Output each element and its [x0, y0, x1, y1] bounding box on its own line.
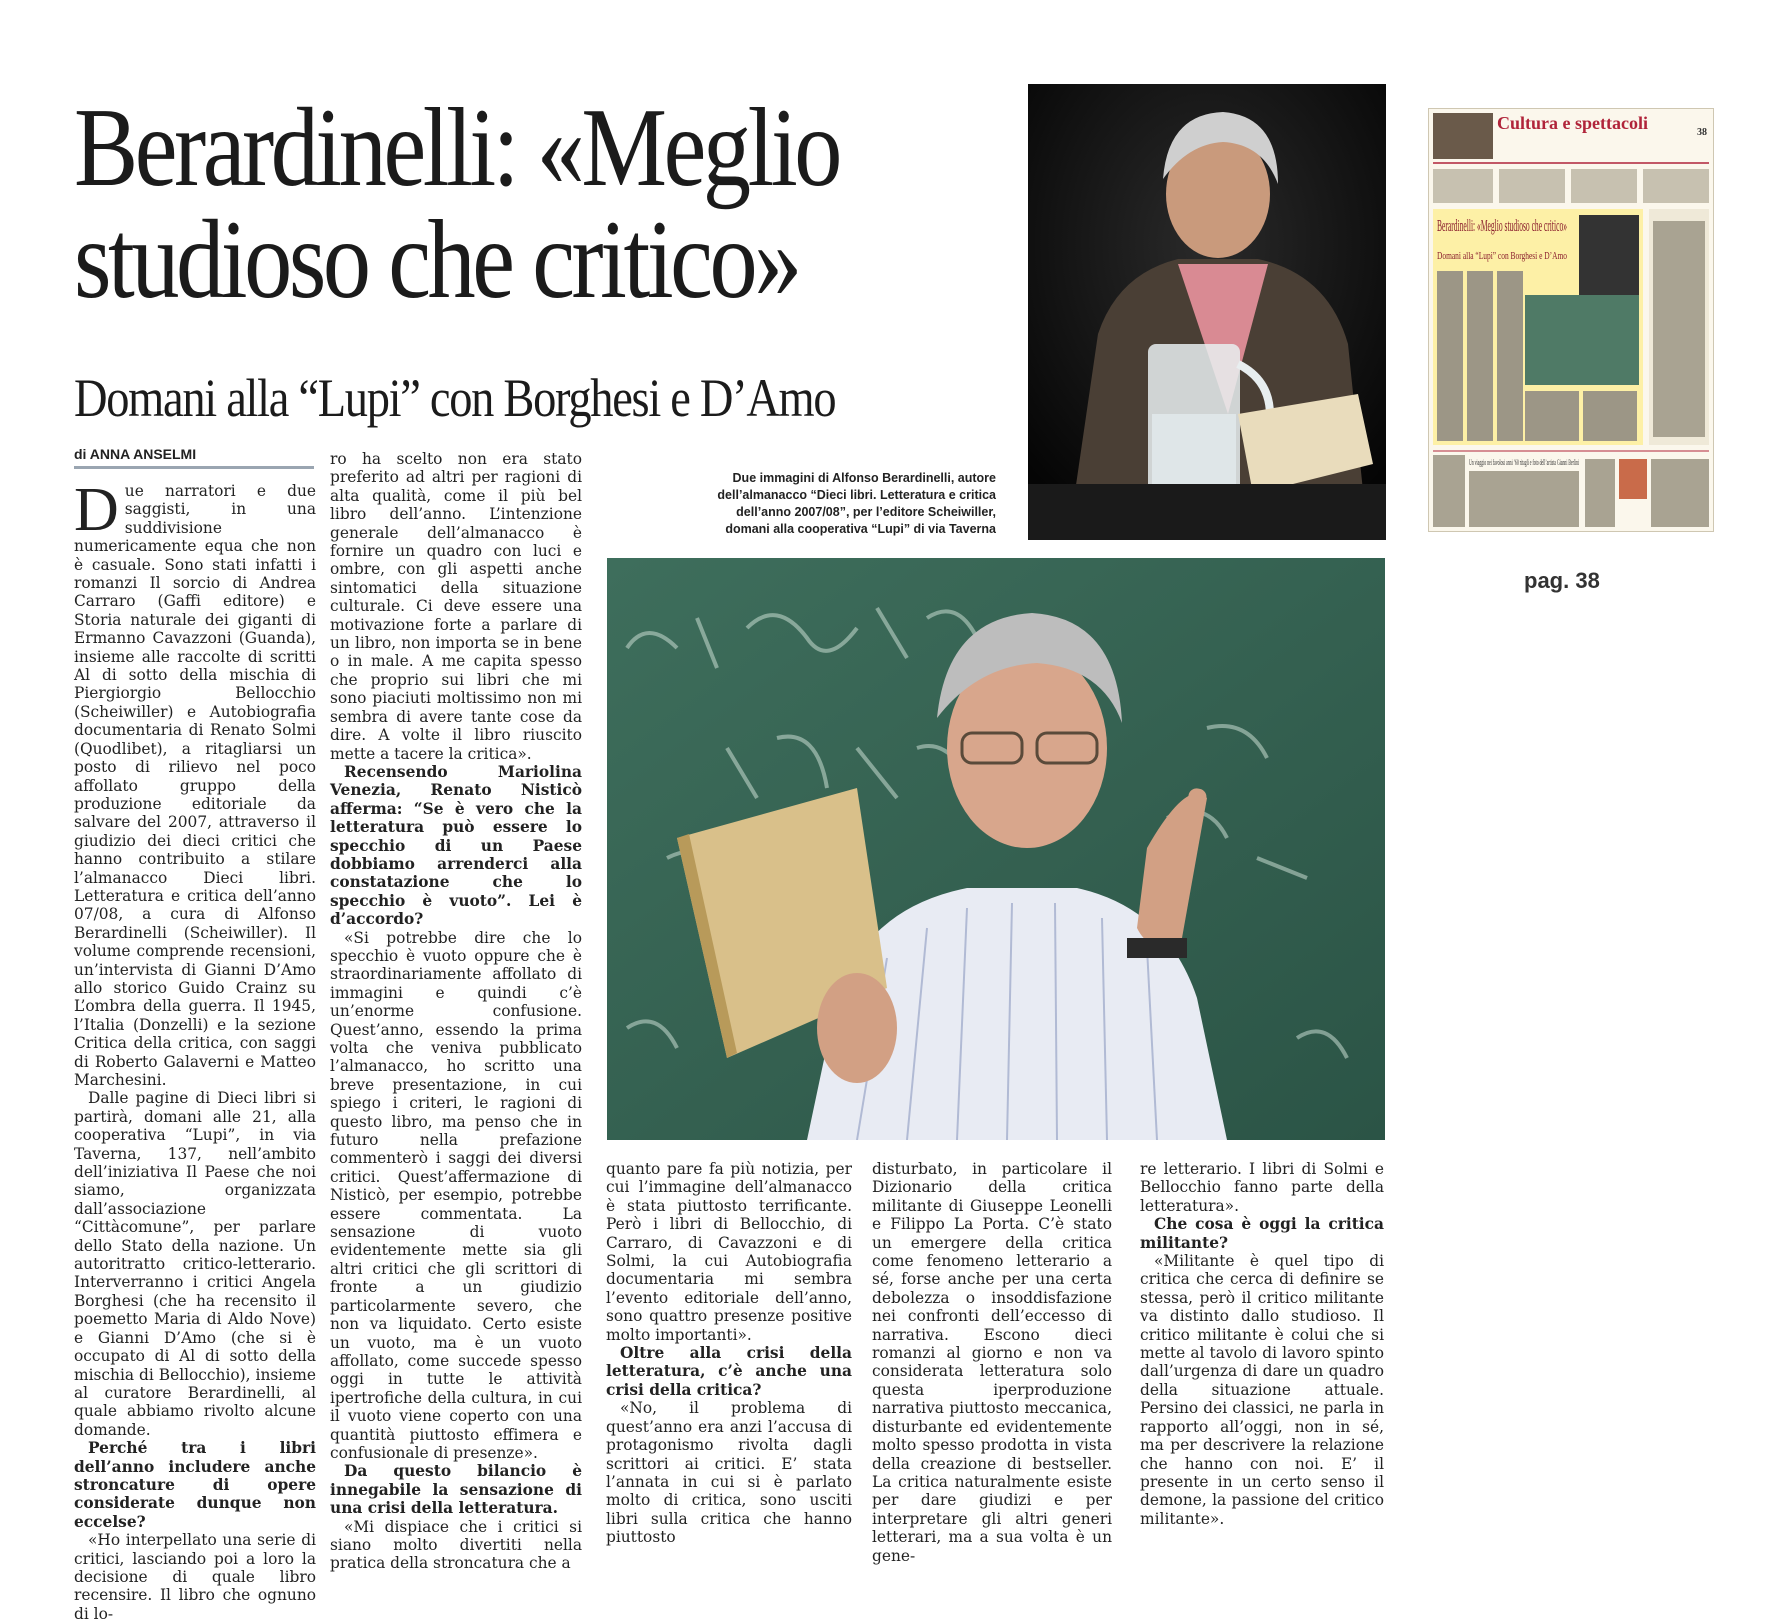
article-column-4: [872, 1160, 1112, 1565]
byline: di ANNA ANSELMI: [74, 446, 314, 469]
photo-berardinelli-reading: [1028, 84, 1386, 540]
paragraph: «Ho interpellato una serie di critici, lasciando poi a loro la decisione di quale libro recensire. Il libro che ognuno di lo-: [74, 1531, 316, 1623]
thumbnail-teaser: Un viaggio nei favolosi anni ’60 ritagli e foto dell’artista Gianni Berlini: [1469, 458, 1580, 467]
photo-caption: Due immagini di Alfonso Berardinelli, autore dell’almanacco “Dieci libri. Letteratura e critica dell’anno 2007/08”, per l’editore Scheiwiller, domani alla cooperativa “Lupi” di via Taverna: [717, 471, 996, 536]
article-column-2: [330, 450, 582, 1573]
interview-question: Perché tra i libri dell’anno includere anche stroncature di opere considerate dunque non eccelse?: [74, 1439, 316, 1531]
photo-berardinelli-blackboard: [607, 558, 1385, 1140]
paragraph: quanto pare fa più notizia, per cui l’immagine dell’almanacco è stata piuttosto terrificante. Però i libri di Bellocchio, di Carraro, di Cavazzoni e di Solmi, la cui Autobiografia documentaria mi sembra l’evento editoriale dell’anno, sono quattro presenze positive molto importanti».: [606, 1160, 852, 1344]
thumbnail-subhead: Domani alla “Lupi” con Borghesi e D’Amo: [1437, 250, 1568, 262]
interview-question: Recensendo Mariolina Venezia, Renato Nisticò afferma: “Se è vero che la letteratura può essere lo specchio di un Paese dobbiamo arrenderci alla constatazione che lo specchio è vuoto”. Lei è d’accordo?: [330, 762, 582, 929]
article-column-5: [1140, 1160, 1384, 1528]
paragraph: «No, il problema di quest’anno era anzi l’accusa di protagonismo rivolta dagli scrittori ai critici. E’ stata l’annata in cui si è parlato molto di critica, sono usciti libri sulla critica che hanno piuttosto: [606, 1399, 852, 1547]
drop-cap: D: [74, 476, 119, 544]
paragraph: «Militante è quel tipo di critica che cerca di definire se stessa, però il critico militante va distinto dallo studioso. Il critico militante è colui che si mette al tavolo di lavoro spinto dall’urgenza di dare un quadro della situazione attuale. Persino dei classici, ne parla in rapporto all’oggi, non in sé, ma per descrivere la relazione che hanno con noi. E’ il presente in un certo senso il demone, la passione del critico militante».: [1140, 1252, 1384, 1528]
paragraph: disturbato, in particolare il Dizionario della critica militante di Giuseppe Leonelli e Filippo La Porta. C’è stato un emergere della critica come fenomeno letterario a sé, forse anche per una certa debolezza o insoddisfazione nei confronti dell’eccesso di narrativa. Escono dieci romanzi al giorno e non va considerata letteratura solo questa iperproduzione narrativa piuttosto meccanica, disturbante ed evidentemente molto spesso prodotta in vista della creazione di bestseller. La critica naturalmente esiste per dare giudizi e per interpretare gli altri generi letterari, ma a sua volta è un gene-: [872, 1160, 1112, 1565]
headline-line-1: Berardinelli: «Meglio: [74, 86, 840, 210]
paragraph: Due narratori e due saggisti, in una suddivisione numericamente equa che non è casuale. Sono stati infatti i romanzi Il sorcio di Andrea Carraro (Gaffi editore) e Storia naturale dei giganti di Ermanno Cavazzoni (Guanda), insieme alle raccolte di scritti Al di sotto della mischia di Piergiorgio Bellocchio (Scheiwiller) e Autobiografia documentaria di Renato Solmi (Quodlibet), a ritagliarsi un posto di rilievo nel poco affollato gruppo della produzione editoriale da salvare del 2007, attraverso il giudizio dei dieci critici che hanno contribuito a stilare l’almanacco Dieci libri. Letteratura e critica dell’anno 07/08, a cura di Alfonso Berardinelli (Scheiwiller). Il volume comprende recensioni, un’intervista di Gianni D’Amo allo storico Guido Crainz su L’ombra della guerra. Il 1945, l’Italia (Donzelli) e la sezione Critica della critica, con saggi di Roberto Galaverni e Matteo Marchesini.: [74, 476, 316, 1089]
interview-question: Da questo bilancio è innegabile la sensazione di una crisi della letteratura.: [330, 1462, 582, 1518]
paragraph: Dalle pagine di Dieci libri si partirà, domani alle 21, alla cooperativa “Lupi”, in via Taverna, 137, nell’ambito dell’iniziativa Il Paese che noi siamo, organizzata dall’associazione “Cittàcomune”, per parlare dello Stato della nazione. Un autoritratto critico-letterario. Interverranno i critici Angela Borghesi (che ha recensito il poemetto Maria di Aldo Nove) e Gianni D’Amo (che si è occupato di Al di sotto della mischia di Bellocchio), insieme al curatore Berardinelli, al quale abbiamo rivolto alcune domande.: [74, 1089, 316, 1439]
thumbnail-headline: Berardinelli: «Meglio studioso che critico»: [1437, 216, 1567, 235]
page-thumbnail: [1428, 108, 1714, 532]
thumbnail-page: 38: [1697, 127, 1707, 138]
article-column-1: [74, 476, 316, 1623]
page-number: pag. 38: [1524, 568, 1600, 593]
thumbnail-section: Cultura e spettacoli: [1497, 113, 1648, 133]
headline: [74, 86, 865, 322]
interview-question: Oltre alla crisi della letteratura, c’è anche una crisi della critica?: [606, 1344, 852, 1399]
paragraph: ro ha scelto non era stato preferito ad altri per ragioni di alta qualità, come il più bel libro dell’anno. L’intenzione generale dell’almanacco è fornire un quadro con luci e ombre, con gli aspetti anche sintomatici della situazione culturale. Ci deve essere una motivazione forte a parlare di un libro, non importa se in bene o in male. A me capita spesso che proprio sui libri che mi sono piaciuti moltissimo non mi sembra di avere tante cose da dire. A volte il libro riuscito mette a tacere la critica».: [330, 450, 582, 763]
headline-line-2: studioso che critico»: [74, 198, 799, 322]
paragraph: «Si potrebbe dire che lo specchio è vuoto oppure che è straordinariamente affollato di immagini e quindi c’è un’enorme confusione. Quest’anno, essendo la prima volta che veniva pubblicato l’almanacco, ho scritto una breve presentazione, in cui spiego i criteri, le ragioni di questo libro, ma penso che in futuro nella prefazione commenterò i saggi dei diversi critici. Quest’affermazione di Nisticò, per esempio, potrebbe essere commentata. La sensazione di vuoto evidentemente mette sia gli altri critici che gli scrittori di fronte a un giudizio particolarmente severo, che non va liquidato. Certo esiste un vuoto, ma è un vuoto affollato, come succede spesso oggi in tutte le attività ipertrofiche della cultura, in cui il vuoto viene coperto con una quantità piuttosto effimera e confusionale di presenze».: [330, 928, 582, 1462]
subheadline: Domani alla “Lupi” con Borghesi e D’Amo: [74, 368, 836, 428]
paragraph: «Mi dispiace che i critici si siano molto divertiti nella pratica della stroncatura che a: [330, 1517, 582, 1573]
paragraph: re letterario. I libri di Solmi e Bellocchio fanno parte della letteratura».: [1140, 1160, 1384, 1215]
interview-question: Che cosa è oggi la critica militante?: [1140, 1215, 1384, 1252]
article-column-3: [606, 1160, 852, 1547]
